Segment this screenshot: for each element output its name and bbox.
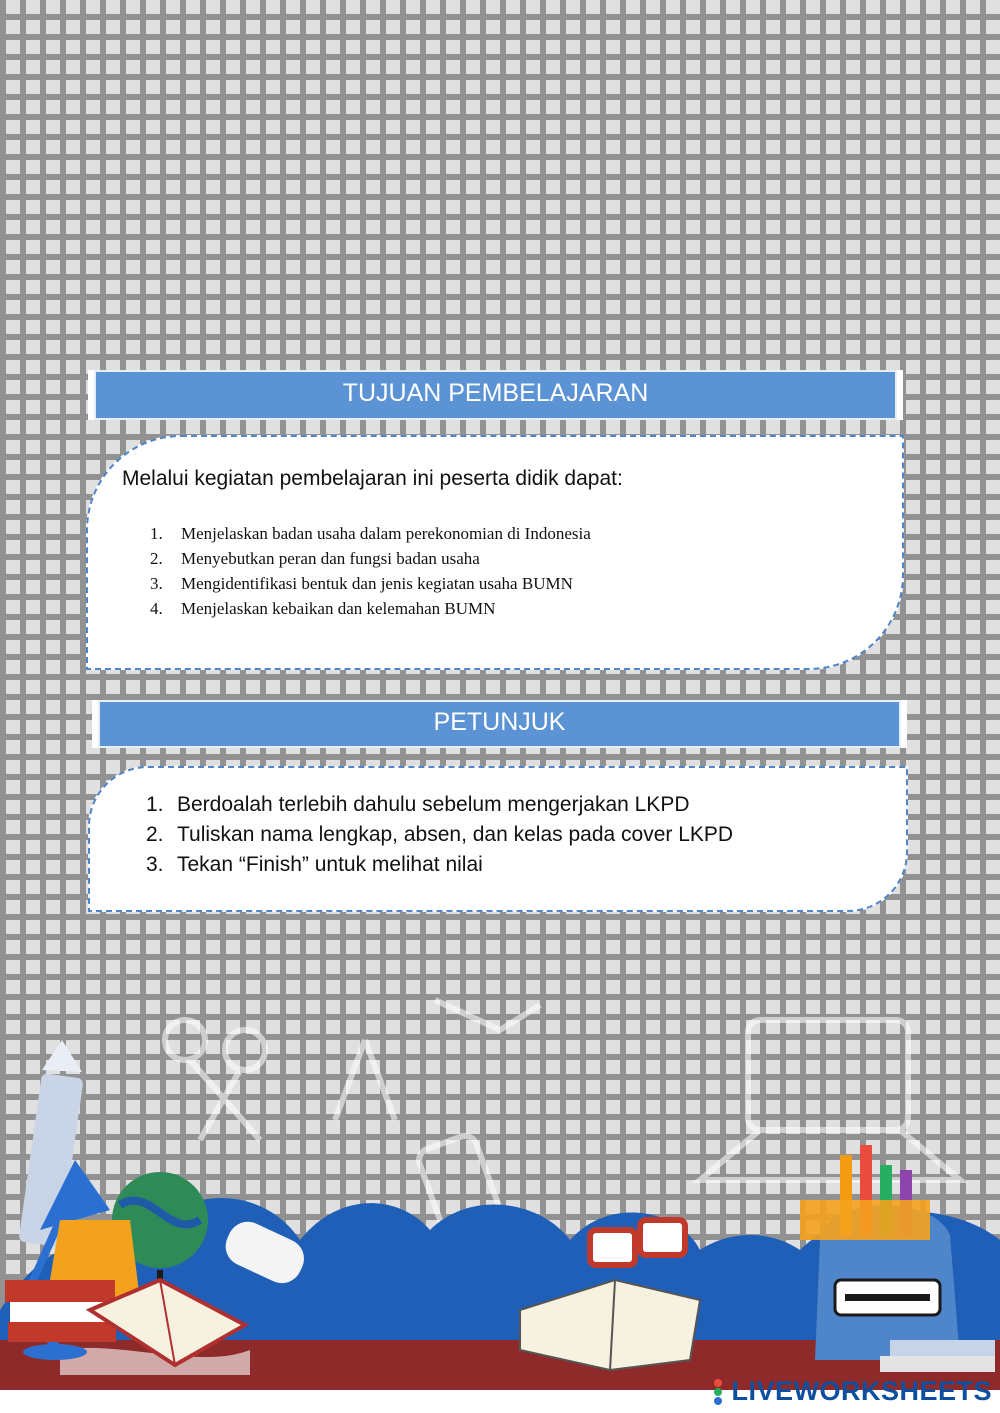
tujuan-title: TUJUAN PEMBELAJARAN [342,379,649,407]
petunjuk-card [88,766,908,912]
item-number: 3. [150,574,163,593]
item-text: Tekan “Finish” untuk melihat nilai [177,853,483,876]
tujuan-pembelajaran-banner [88,370,903,420]
petunjuk-title: PETUNJUK [433,708,566,736]
liveworksheets-brand[interactable]: LIVEWORKSHEETS [731,1376,992,1406]
item-text: Berdoalah terlebih dahulu sebelum mengerjakan LKPD [177,793,690,816]
tujuan-card [86,435,904,670]
item-text: Mengidentifikasi bentuk dan jenis kegiatan usaha BUMN [181,574,573,593]
scissors-ring-sketch [165,1020,205,1060]
item-text: Menjelaskan kebaikan dan kelemahan BUMN [181,599,496,618]
school-supplies-illustration [0,980,1000,1413]
protractor-sketch [435,1000,540,1030]
item-number: 2. [146,823,164,846]
liveworksheets-logo-icon [712,1378,724,1406]
item-number: 2. [150,549,163,568]
compass-sketch [335,1040,395,1120]
pencil-cup-illustration [800,1145,930,1240]
laptop-sketch [748,1020,908,1130]
instruction-item [146,790,733,820]
objective-item [150,571,591,596]
item-text: Menyebutkan peran dan fungsi badan usaha [181,549,480,568]
item-text: Tuliskan nama lengkap, absen, dan kelas pada cover LKPD [177,823,734,846]
right-book-stack-illustration [880,1340,995,1372]
instructions-list [146,790,733,880]
instruction-item [146,820,733,850]
objectives-list [150,521,591,621]
objective-item [150,596,591,621]
item-number: 1. [150,524,163,543]
petunjuk-banner [92,700,907,748]
instruction-item [146,850,733,880]
objective-item [150,521,591,546]
item-number: 4. [150,599,163,618]
objective-item [150,546,591,571]
laptop-base-sketch [700,1130,960,1180]
item-number: 3. [146,853,164,876]
tujuan-intro: Melalui kegiatan pembelajaran ini peserta didik dapat: [122,467,623,490]
item-text: Menjelaskan badan usaha dalam perekonomian di Indonesia [181,524,591,543]
scissors-ring-sketch [225,1030,265,1070]
item-number: 1. [146,793,164,816]
